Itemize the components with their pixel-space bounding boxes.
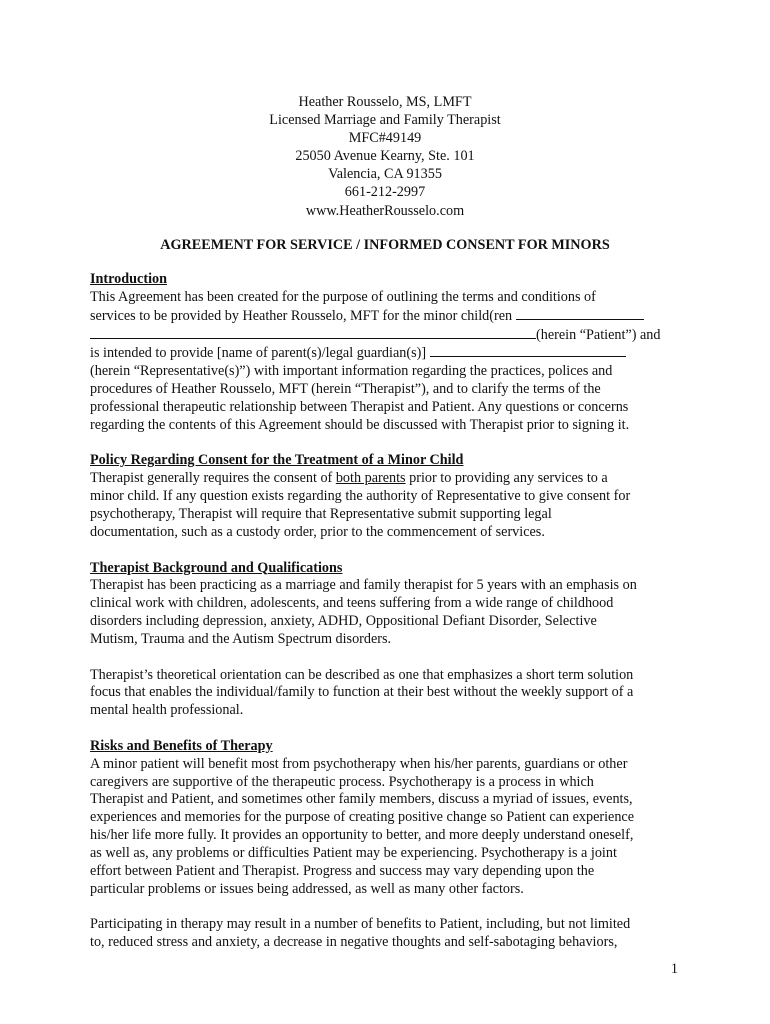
- text-line: his/her life more fully. It provides an opportunity to better, and more deeply understand oneself,: [90, 827, 634, 844]
- text-line: minor child. If any question exists regarding the authority of Representative to give consent for: [90, 488, 631, 505]
- text-line: regarding the contents of this Agreement should be discussed with Therapist prior to signing it.: [90, 416, 630, 433]
- section-heading: Risks and Benefits of Therapy: [90, 737, 273, 754]
- text-span: (herein “Patient”) and: [536, 326, 661, 343]
- street-address: 25050 Avenue Kearny, Ste. 101: [295, 148, 475, 165]
- text-line: disorders including depression, anxiety, ADHD, Oppositional Defiant Disorder, Selective: [90, 613, 597, 630]
- text-line: Participating in therapy may result in a number of benefits to Patient, including, but not limited: [90, 916, 631, 933]
- paragraph: [90, 756, 690, 899]
- text-line: (herein “Representative(s)”) with important information regarding the practices, polices and: [90, 363, 613, 380]
- text-line: procedures of Heather Rousselo, MFT (herein “Therapist”), and to clarify the terms of the: [90, 381, 601, 398]
- minor-child-name-field-continued[interactable]: [90, 326, 536, 339]
- text-line: psychotherapy, Therapist will require that Representative submit supporting legal: [90, 505, 552, 522]
- text-line: Mutism, Trauma and the Autism Spectrum disorders.: [90, 630, 392, 647]
- text-line: experiences and memories for the purpose of creating positive change so Patient can experience: [90, 809, 635, 826]
- paragraph: [90, 470, 690, 541]
- text-line: as well as, any problems or difficulties Patient may be experiencing. Psychotherapy is a joint: [90, 845, 617, 861]
- city-state-zip: Valencia, CA 91355: [328, 166, 442, 183]
- text-span: services to be provided by Heather Rousselo, MFT for the minor child(ren: [90, 307, 513, 324]
- text-line: A minor patient will benefit most from psychotherapy when his/her parents, guardians or other: [90, 755, 628, 772]
- text-line: focus that enables the individual/family to function at their best without the weekly support of a: [90, 684, 634, 701]
- section-introduction: [90, 271, 690, 435]
- license-number: MFC#49149: [348, 130, 422, 147]
- website-link[interactable]: www.HeatherRousselo.com: [305, 202, 465, 219]
- text-line: professional therapeutic relationship between Therapist and Patient. Any questions or concerns: [90, 398, 629, 415]
- minor-child-name-field[interactable]: [516, 307, 644, 320]
- paragraph: [90, 577, 690, 648]
- section-background-qualifications: [90, 560, 690, 721]
- text-line: This Agreement has been created for the purpose of outlining the terms and conditions of: [90, 288, 596, 305]
- document-body: [90, 271, 690, 970]
- document-title: AGREEMENT FOR SERVICE / INFORMED CONSENT FOR MINORS: [160, 237, 610, 253]
- text-line: [90, 344, 690, 363]
- text-line: mental health professional.: [90, 702, 244, 719]
- guardian-name-field[interactable]: [430, 344, 626, 357]
- text-line: Therapist’s theoretical orientation can be described as one that emphasizes a short term solution: [90, 666, 634, 683]
- therapist-name: Heather Rousselo, MS, LMFT: [298, 94, 472, 110]
- text-line: clinical work with children, adolescents, and teens suffering from a wide range of childhood: [90, 595, 614, 612]
- paragraph: [90, 667, 690, 721]
- text-line: to, reduced stress and anxiety, a decrease in negative thoughts and self-sabotaging behaviors,: [90, 934, 618, 951]
- text-line: documentation, such as a custody order, prior to the commencement of services.: [90, 523, 545, 540]
- text-line: effort between Patient and Therapist. Progress and success may vary depending upon the: [90, 862, 595, 879]
- section-risks-benefits: [90, 738, 690, 952]
- section-heading: Therapist Background and Qualifications: [90, 559, 343, 576]
- phone-number: 661-212-2997: [344, 184, 426, 201]
- paragraph: [90, 289, 690, 435]
- text-line: caregivers are supportive of the therapeutic process. Psychotherapy is a process in which: [90, 773, 594, 790]
- text-line: particular problems or issues being addressed, as well as many other factors.: [90, 880, 524, 897]
- section-consent-policy: [90, 452, 690, 541]
- therapist-credential: Licensed Marriage and Family Therapist: [269, 112, 501, 129]
- text-span: Therapist generally requires the consent of: [90, 470, 333, 487]
- text-line: [90, 307, 690, 326]
- text-line: [90, 326, 690, 345]
- text-line: Therapist has been practicing as a marriage and family therapist for 5 years with an emphasis on: [90, 577, 637, 594]
- section-heading: Policy Regarding Consent for the Treatment of a Minor Child: [90, 452, 464, 469]
- page-number: 1: [670, 961, 678, 977]
- text-line: [90, 470, 690, 488]
- letterhead: [0, 93, 770, 220]
- text-span: prior to providing any services to a: [409, 470, 608, 487]
- paragraph: [90, 916, 690, 952]
- text-span: is intended to provide [name of parent(s)/legal guardian(s)]: [90, 345, 427, 362]
- section-heading: Introduction: [90, 271, 167, 287]
- text-line: Therapist and Patient, and sometimes other family members, discuss a myriad of issues, events,: [90, 791, 633, 808]
- underlined-text: both parents: [335, 470, 406, 487]
